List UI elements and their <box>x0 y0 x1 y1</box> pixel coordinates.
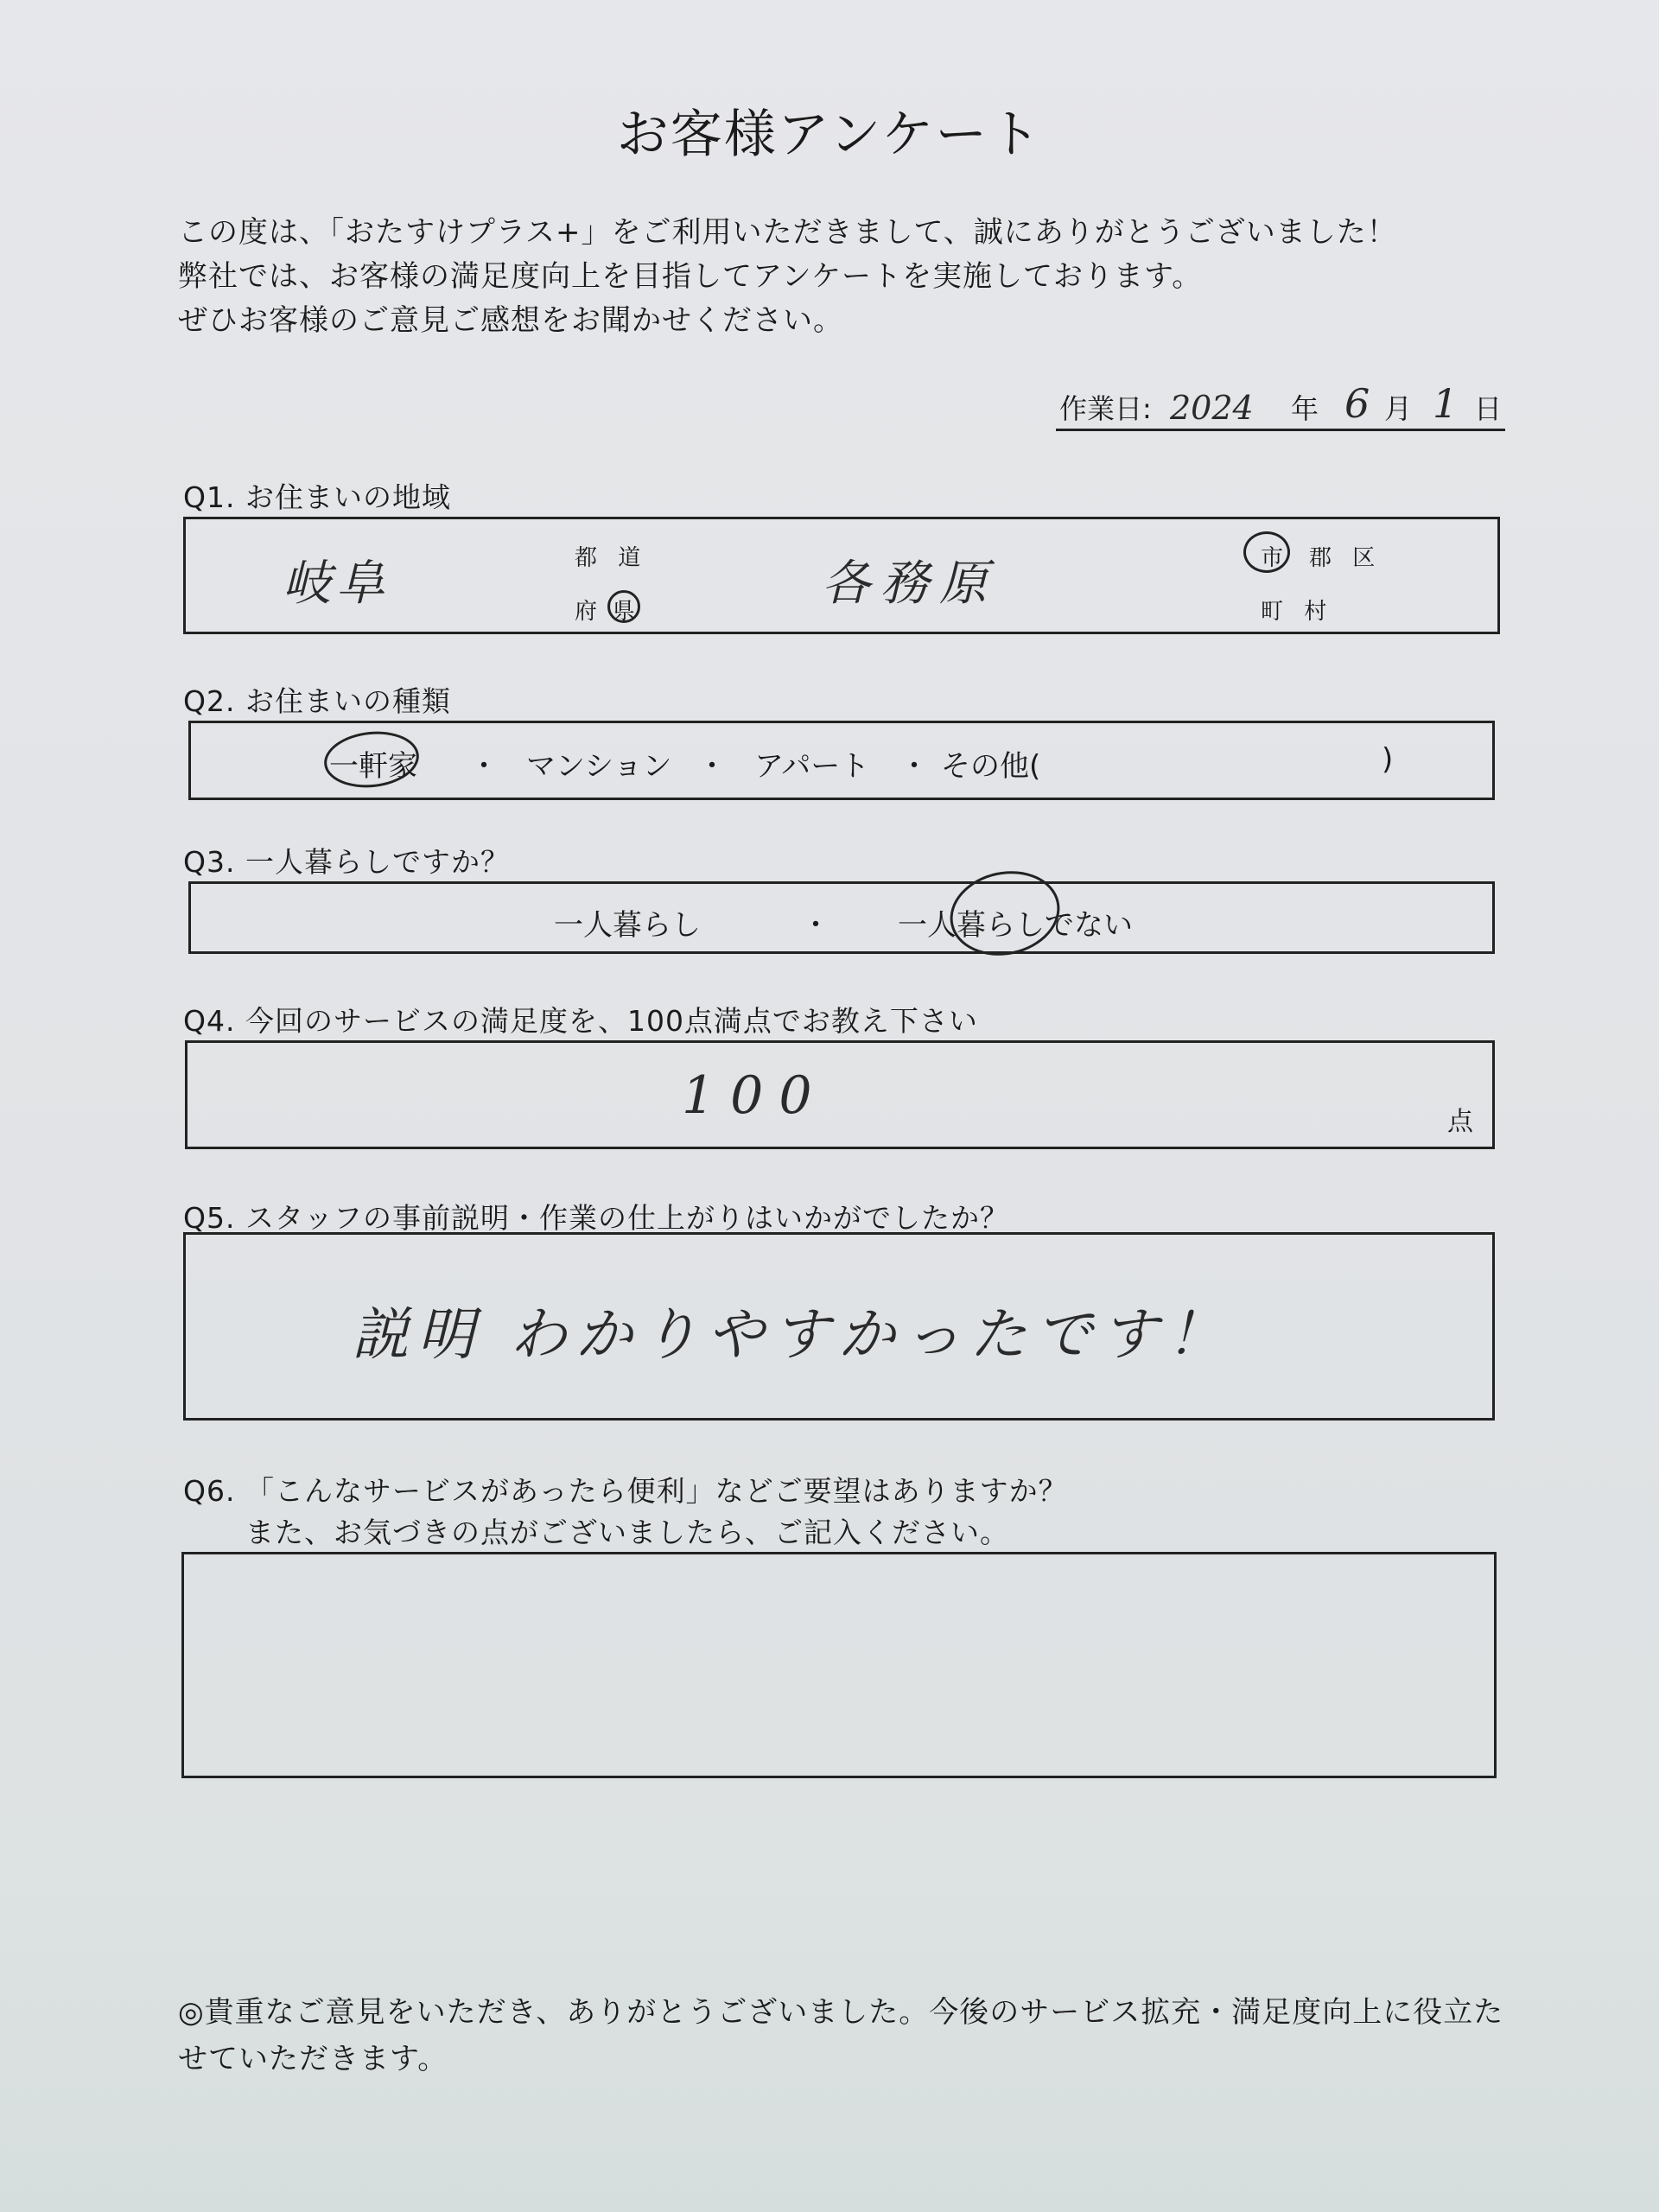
q2-option-mansion[interactable]: マンション <box>526 749 672 784</box>
q2-answer-box[interactable] <box>188 721 1495 800</box>
work-date-month[interactable]: 6 <box>1344 380 1370 427</box>
q2-option-apartment[interactable]: アパート <box>754 749 870 784</box>
q4-answer-box[interactable] <box>185 1040 1495 1149</box>
q1-shi-circle-mark <box>1243 531 1290 573</box>
q1-answer-box[interactable] <box>183 517 1500 634</box>
q2-question: Q2. お住まいの種類 <box>183 684 451 718</box>
q4-score-answer[interactable]: 100 <box>682 1065 828 1126</box>
q3-answer-box[interactable] <box>188 881 1495 954</box>
q4-question: Q4. 今回のサービスの満足度を、100点満点でお教え下さい <box>183 1004 978 1038</box>
q1-question: Q1. お住まいの地域 <box>183 480 451 514</box>
intro-text <box>178 211 1560 343</box>
q1-city-units-top: 郡 区 <box>1309 545 1382 571</box>
q5-answer[interactable]: 説明 わかりやすかったです！ <box>352 1301 1232 1368</box>
q2-option-ikkenya[interactable]: 一軒家 <box>329 749 417 784</box>
q6-question-line-2: また、お気づきの点がございましたら、ご記入ください。 <box>245 1516 1009 1549</box>
q6-question-line-1: Q6. 「こんなサービスがあったら便利」などご要望はありますか？ <box>183 1474 1068 1508</box>
q2-separator-2: ・ <box>697 749 727 784</box>
q1-pref-units-top: 都 道 <box>575 545 648 571</box>
q2-option-other[interactable]: その他( <box>941 749 1041 784</box>
page-title: お客様アンケート <box>616 105 1043 165</box>
footer-note <box>178 1989 1504 2082</box>
q1-city-unit-shi: 市 <box>1261 545 1291 571</box>
footer-line-2: せていただきます。 <box>178 2042 448 2076</box>
work-date-month-unit: 月 <box>1384 392 1413 425</box>
q3-option-not-living-alone[interactable]: 一人暮らしでない <box>898 908 1133 943</box>
work-date-year[interactable]: 2024 <box>1170 389 1254 427</box>
footer-line-1: ◎貴重なご意見をいただき、ありがとうございました。今後のサービス拡充・満足度向上に役立た <box>178 1995 1504 2030</box>
q1-pref-unit-fu: 府 <box>575 599 605 625</box>
q5-answer-box[interactable] <box>183 1232 1495 1421</box>
q6-answer-box[interactable] <box>181 1552 1497 1778</box>
q1-city-units-bottom: 町 村 <box>1261 599 1334 625</box>
work-date-day[interactable]: 1 <box>1433 380 1459 427</box>
work-date-label: 作業日: <box>1059 392 1152 425</box>
q2-other-close-paren: ) <box>1382 742 1394 777</box>
q3-separator: ・ <box>801 908 830 943</box>
work-date-day-unit: 日 <box>1474 392 1503 425</box>
q1-pref-unit-ken: 県 <box>613 599 643 625</box>
work-date[interactable] <box>1056 380 1505 431</box>
q3-option-living-alone[interactable]: 一人暮らし <box>554 908 701 943</box>
q3-selected-circle-mark <box>942 861 1067 966</box>
intro-line-2: 弊社では、お客様の満足度向上を目指してアンケートを実施しております。 <box>178 259 1203 294</box>
q2-separator-3: ・ <box>899 749 929 784</box>
q4-score-unit: 点 <box>1447 1107 1473 1137</box>
q2-separator-1: ・ <box>469 749 499 784</box>
q3-question: Q3. 一人暮らしですか？ <box>183 845 510 879</box>
work-date-year-unit: 年 <box>1291 392 1319 425</box>
q1-prefecture-answer[interactable]: 岐阜 <box>283 556 390 612</box>
q5-question: Q5. スタッフの事前説明・作業の仕上がりはいかがでしたか？ <box>183 1201 1009 1235</box>
q1-ken-circle-mark <box>607 590 640 623</box>
intro-line-1: この度は、「おたすけプラス+」をご利用いただきまして、誠にありがとうございました！ <box>178 215 1397 250</box>
q1-city-answer[interactable]: 各務原 <box>822 556 998 612</box>
intro-line-3: ぜひお客様のご意見ご感想をお聞かせください。 <box>178 303 843 338</box>
